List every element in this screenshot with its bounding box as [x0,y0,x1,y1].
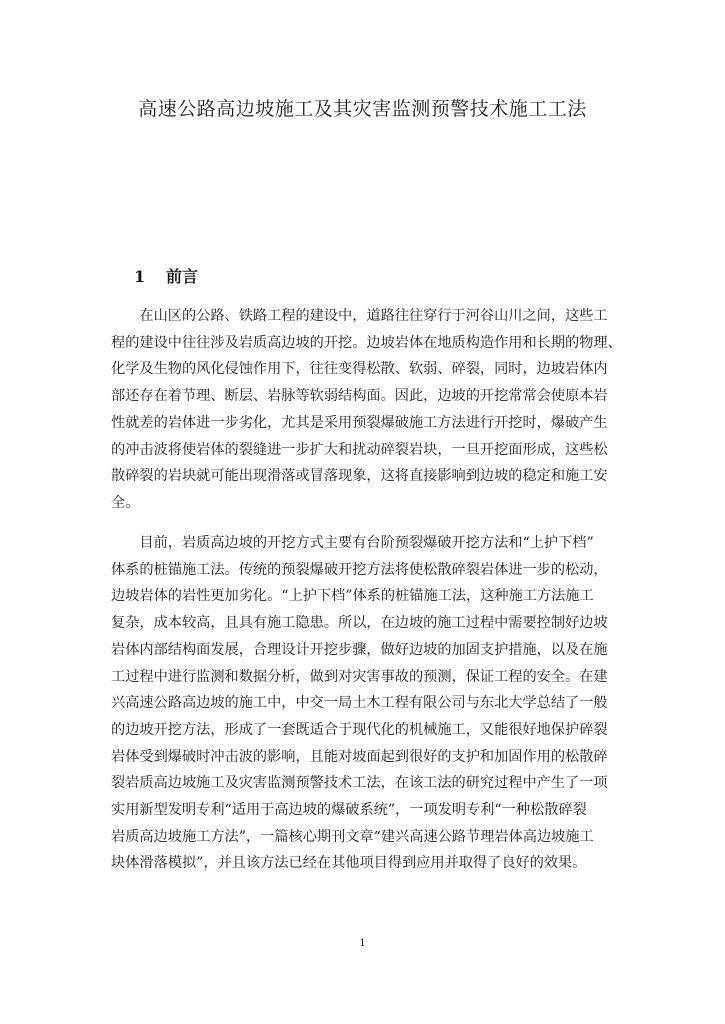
paragraph-line: 部还存在着节理、断层、岩脉等软弱结构面。因此，边坡的开挖常常会使原本岩 [111,388,608,405]
paragraph-line: 岩质高边坡施工方法”，一篇核心期刊文章“建兴高速公路节理岩体高边坡施工 [111,828,594,845]
document-title: 高速公路高边坡施工及其灾害监测预警技术施工工法 [138,98,587,120]
paragraph-line: 岩体受到爆破时冲击波的影响，且能对坡面起到很好的支护和加固作用的松散碎 [111,748,608,765]
paragraph-line: 边坡岩体的岩性更加劣化。“上护下档”体系的桩锚施工法，这种施工方法施工 [111,588,594,605]
paragraph-line: 裂岩质高边坡施工及灾害监测预警技术工法，在该工法的研究过程中产生了一项 [111,775,608,792]
paragraph-line: 体系的桩锚施工法。传统的预裂爆破开挖方法将使松散碎裂岩体进一步的松动， [111,561,608,578]
paragraph-line: 散碎裂的岩块就可能出现滑落或冒落现象，这将直接影响到边坡的稳定和施工安 [111,468,608,485]
section-title: 前言 [166,267,199,286]
paragraph-line: 化学及生物的风化侵蚀作用下，往往变得松散、软弱、碎裂，同时，边坡岩体内 [111,361,608,378]
paragraph-line: 岩体内部结构面发展，合理设计开挖步骤，做好边坡的加固支护措施，以及在施 [111,641,608,658]
paragraph-line: 程的建设中往往涉及岩质高边坡的开挖。边坡岩体在地质构造作用和长期的物理、 [111,334,622,351]
section-heading [134,264,198,287]
page-number: 1 [359,938,366,949]
paragraph-line: 全。 [111,494,140,511]
paragraph-line: 块体滑落模拟”，并且该方法已经在其他项目得到应用并取得了良好的效果。 [111,855,587,872]
paragraph-1 [111,303,621,517]
paragraph-line: 兴高速公路高边坡的施工中，中交一局土木工程有限公司与东北大学总结了一般 [111,695,608,712]
paragraph-2 [111,530,621,877]
paragraph-line: 复杂，成本较高，且具有施工隐患。所以，在边坡的施工过程中需要控制好边坡 [111,615,608,632]
paragraph-line: 的边坡开挖方法，形成了一套既适合于现代化的机械施工，又能很好地保护碎裂 [111,721,608,738]
paragraph-line: 性就差的岩体进一步劣化，尤其是采用预裂爆破施工方法进行开挖时，爆破产生 [111,414,608,431]
paragraph-line: 的冲击波将使岩体的裂缝进一步扩大和扰动碎裂岩块，一旦开挖面形成，这些松 [111,441,608,458]
paragraph-line: 实用新型发明专利“适用于高边坡的爆破系统”，一项发明专利“一种松散碎裂 [111,802,587,819]
paragraph-line: 目前，岩质高边坡的开挖方式主要有台阶预裂爆破开挖方法和“上护下档” [111,535,594,551]
paragraph-line: 工过程中进行监测和数据分析，做到对灾害事故的预测，保证工程的安全。在建 [111,668,608,685]
paragraph-line: 在山区的公路、铁路工程的建设中，道路往往穿行于河谷山川之间，这些工 [111,308,608,324]
section-number: 1 [134,267,146,286]
